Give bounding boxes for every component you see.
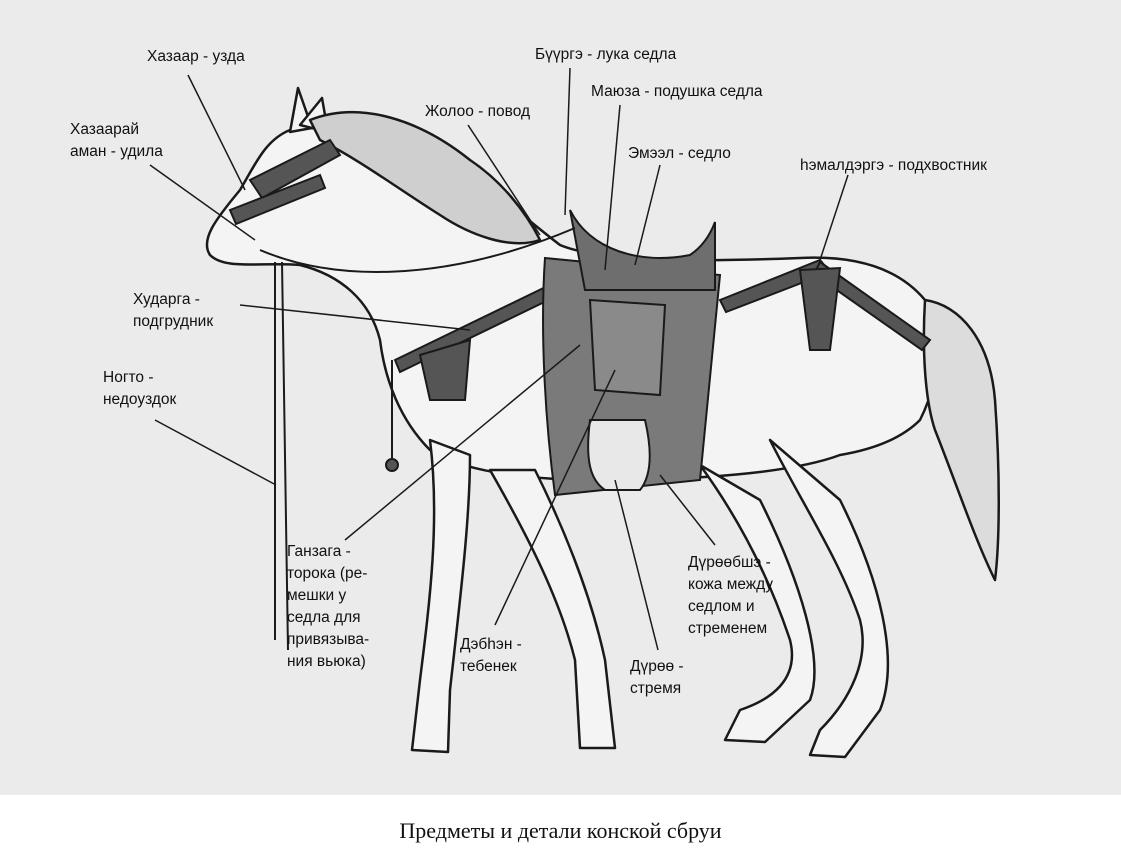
label-debhen: Дэбһэн - тебенек <box>460 636 522 675</box>
leader-line <box>615 480 658 650</box>
stirrup <box>588 420 650 490</box>
leader-line <box>188 75 245 190</box>
leader-line <box>660 475 715 545</box>
leader-line <box>635 165 660 265</box>
label-ganzaga: Ганзага - торока (ре- мешки у седла для привязыва- ния вьюка) <box>287 543 370 670</box>
leader-line <box>605 105 620 270</box>
horse-leg <box>412 440 470 752</box>
label-nogto: Ногто - недоуздок <box>103 369 177 408</box>
label-khudarga: Хударга - подгрудник <box>133 291 214 330</box>
leader-line <box>565 68 570 215</box>
breast-tassel-knob <box>386 459 398 471</box>
figure-caption: Предметы и детали конской сбруи <box>399 818 722 843</box>
leader-line <box>155 420 276 485</box>
label-emeel: Эмээл - седло <box>628 145 731 162</box>
label-zholoo: Жолоо - повод <box>425 103 531 120</box>
leader-line <box>820 175 848 260</box>
saddle-seat <box>570 210 715 290</box>
horse-tail <box>924 300 999 580</box>
horse-leg <box>490 470 615 748</box>
label-khazaar: Хазаар - узда <box>147 48 245 65</box>
label-duree: Дүрөө - стремя <box>630 658 684 697</box>
label-mauza: Маюза - подушка седла <box>591 83 763 100</box>
label-dureebshe: Дүрөөбшэ - кожа между седлом и стременем <box>688 554 773 637</box>
label-khazaarai: Хазаарай аман - удила <box>70 121 163 160</box>
label-buurge: Бүүргэ - лука седла <box>535 46 677 63</box>
label-hemaldarge: һэмалдэргэ - подхвостник <box>800 157 987 174</box>
saddle-cushion <box>590 300 665 395</box>
